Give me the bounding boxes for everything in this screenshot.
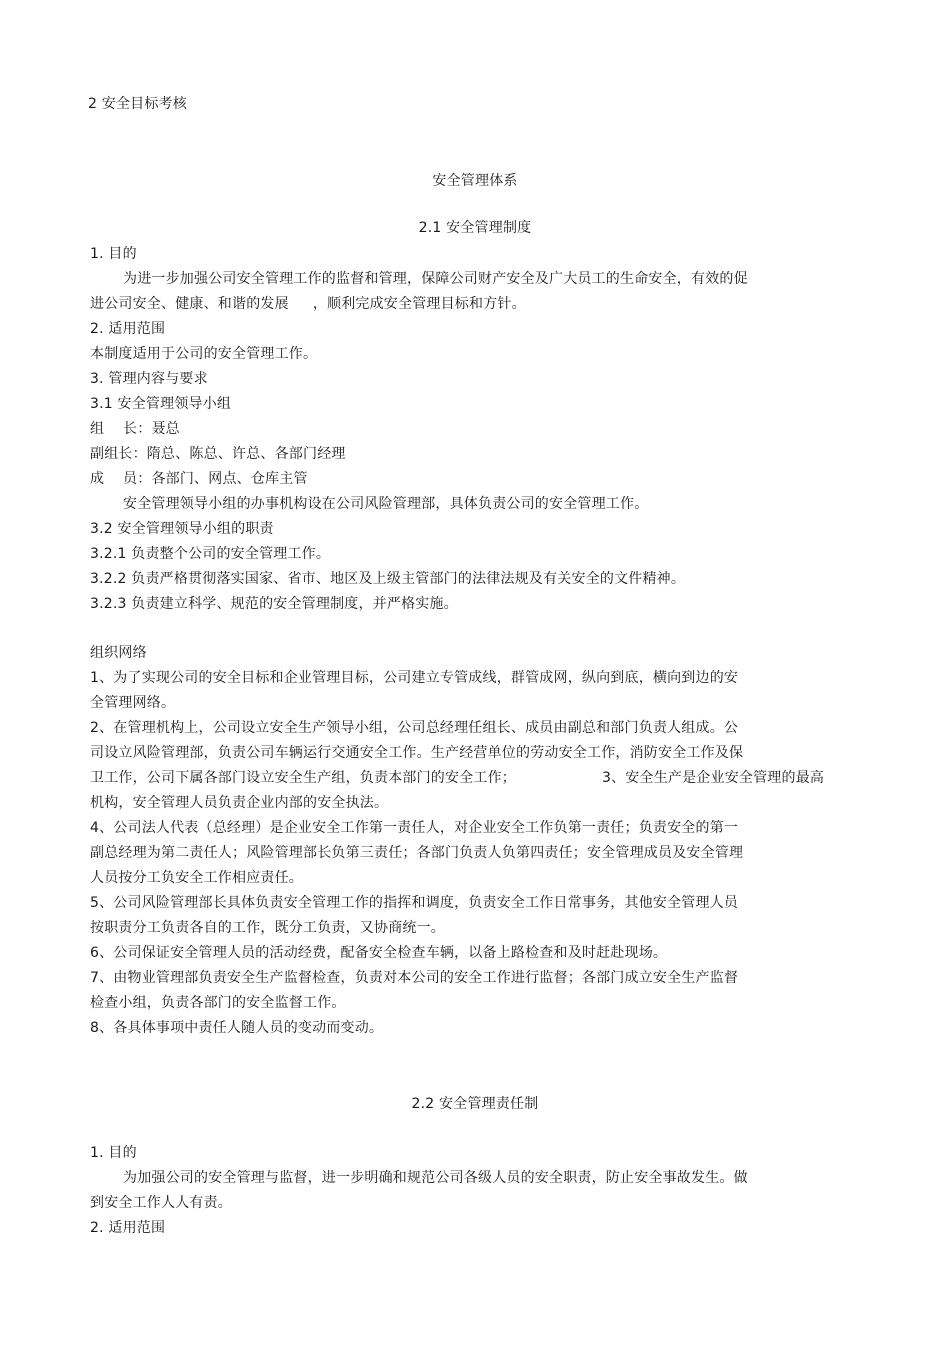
s22-purpose-line-2: 到安全工作人人有责。 (90, 1195, 232, 1211)
s21-purpose-line-2b: ，顺利完成安全管理目标和方针。 (312, 296, 526, 312)
org-item-4-line-1: 4、公司法人代表（总经理）是企业安全工作第一责任人，对企业安全工作负第一责任；负责安全的第一 (90, 820, 739, 836)
org-title: 组织网络 (90, 645, 147, 661)
s22-heading-purpose: 1. 目的 (90, 1145, 137, 1161)
duty-3-2-2: 3.2.2 负责严格贯彻落实国家、省市、地区及上级主管部门的法律法规及有关安全的文件精神。 (90, 571, 686, 587)
org-item-2-line-1: 2、在管理机构上，公司设立安全生产领导小组，公司总经理任组长、成员由副总和部门负责人组成。公 (90, 720, 739, 736)
s21-heading-purpose: 1. 目的 (90, 246, 137, 262)
duty-3-2-3: 3.2.3 负责建立科学、规范的安全管理制度，并严格实施。 (90, 596, 458, 612)
s22-heading-scope: 2. 适用范围 (90, 1220, 166, 1236)
s22-purpose-line-1: 为加强公司的安全管理与监督，进一步明确和规范公司各级人员的安全职责，防止安全事故发生。做 (123, 1170, 748, 1186)
org-item-7-line-2: 检查小组，负责各部门的安全监督工作。 (90, 995, 346, 1011)
top-heading: 2 安全目标考核 (88, 96, 187, 112)
s21-heading-3-1: 3.1 安全管理领导小组 (90, 396, 232, 412)
org-item-5-line-1: 5、公司风险管理部长具体负责安全管理工作的指挥和调度，负责安全工作日常事务，其他安全管理人员 (90, 895, 739, 911)
org-item-3-line-2: 机构，安全管理人员负责企业内部的安全执法。 (90, 795, 389, 811)
office-line: 安全管理领导小组的办事机构设在公司风险管理部，具体负责公司的安全管理工作。 (123, 496, 649, 512)
section-2-1-title: 2.1 安全管理制度 (418, 220, 532, 236)
org-item-4-line-3: 人员按分工负安全工作相应责任。 (90, 870, 303, 886)
org-item-6: 6、公司保证安全管理人员的活动经费，配备安全检查车辆，以备上路检查和及时赶赴现场。 (90, 945, 668, 961)
leader-line: 组 长：聂总 (90, 421, 180, 437)
org-item-1-line-1: 1、为了实现公司的安全目标和企业管理目标，公司建立专管成线，群管成网，纵向到底，横向到边的安 (90, 670, 739, 686)
s21-scope-text: 本制度适用于公司的安全管理工作。 (90, 346, 318, 362)
section-2-2-title: 2.2 安全管理责任制 (411, 1096, 539, 1112)
org-item-1-line-2: 全管理网络。 (90, 695, 176, 711)
org-item-3-line-1: 3、安全生产是企业安全管理的最高 (602, 770, 825, 786)
org-item-2-line-3 (90, 769, 824, 787)
duty-3-2-1: 3.2.1 负责整个公司的安全管理工作。 (90, 546, 331, 562)
s21-purpose-line-2 (90, 295, 526, 313)
s21-purpose-line-1: 为进一步加强公司安全管理工作的监督和管理，保障公司财产安全及广大员工的生命安全，有效的促 (123, 271, 748, 287)
s21-heading-3-2: 3.2 安全管理领导小组的职责 (90, 521, 274, 537)
members-line: 成 员：各部门、网点、仓库主管 (90, 471, 308, 487)
s21-purpose-line-2a: 进公司安全、健康、和谐的发展 (90, 296, 289, 312)
section-title: 安全管理体系 (432, 173, 518, 189)
org-item-7-line-1: 7、由物业管理部负责安全生产监督检查，负责对本公司的安全工作进行监督；各部门成立安全生产监督 (90, 970, 739, 986)
vice-leader-line: 副组长：隋总、陈总、许总、各部门经理 (90, 446, 346, 462)
org-item-8: 8、各具体事项中责任人随人员的变动而变动。 (90, 1020, 384, 1036)
org-item-4-line-2: 副总经理为第二责任人；风险管理部长负第三责任；各部门负责人负第四责任；安全管理成员及安全管理 (90, 845, 744, 861)
org-item-5-line-2: 按职责分工负责各自的工作，既分工负责，又协商统一。 (90, 920, 445, 936)
org-item-2-line-2: 司设立风险管理部，负责公司车辆运行交通安全工作。生产经营单位的劳动安全工作，消防安全工作及保 (90, 745, 744, 761)
org-item-2-line-3a: 卫工作，公司下属各部门设立安全生产组，负责本部门的安全工作； (90, 770, 516, 786)
s21-heading-scope: 2. 适用范围 (90, 321, 166, 337)
s21-heading-content: 3. 管理内容与要求 (90, 371, 208, 387)
